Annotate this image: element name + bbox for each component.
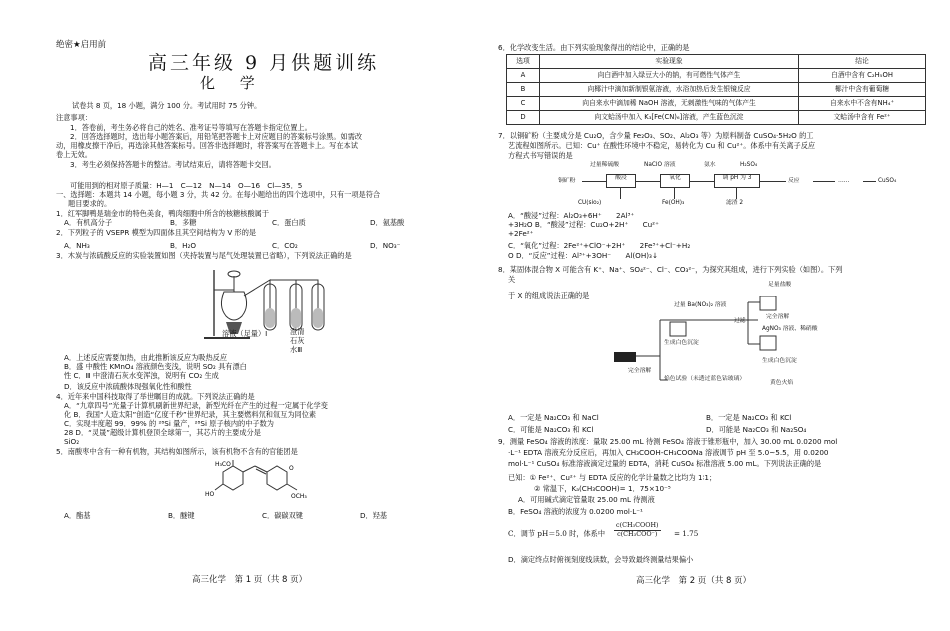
q3-solution-label: 溶液（足量）Ⅰ bbox=[222, 329, 268, 338]
q5-option-c: C．碳碳双键 bbox=[262, 511, 303, 520]
q7-option-c: C．“氧化”过程：2Fe²⁺+ClO⁻+2H⁺ 2Fe³⁺+Cl⁻+H₂ bbox=[508, 241, 691, 250]
q9-known-1: 已知：① Fe²⁺、Cu²⁺ 与 EDTA 反应的化学计量数之比均为 1∶1； bbox=[508, 473, 717, 482]
table-cell: 自来水中不含有NH₄⁺ bbox=[799, 97, 926, 111]
question-8-cont: 关 bbox=[508, 275, 516, 284]
q8-reagent: 过量 Ba(NO₃)₂ 溶液 bbox=[674, 302, 727, 308]
q8-result: 黄色火焰 bbox=[770, 380, 794, 386]
flow-residue: 滤渣 2 bbox=[726, 200, 744, 206]
q3-option-a: A．上述反应需要加热，由此推断该反应为吸热反应 bbox=[64, 353, 228, 362]
q9-fraction bbox=[614, 522, 661, 539]
right-page bbox=[478, 0, 950, 631]
svg-text:O: O bbox=[289, 465, 294, 472]
flow-reagent: 过量稀硫酸 bbox=[590, 162, 619, 168]
question-2: 2．下列粒子的 VSEPR 模型为四面体且其空间结构为 V 形的是 bbox=[56, 228, 257, 237]
question-3: 3．木炭与浓硫酸反应的实验装置如图（夹持装置与尾气处理装置已省略），下列说法正确的是 bbox=[56, 251, 352, 260]
page-footer-right: 高三化学 第 2 页（共 8 页） bbox=[636, 576, 752, 586]
question-8: 8．某固体混合物 X 可能含有 K⁺、Na⁺、SO₄²⁻、Cl⁻、CO₃²⁻，为探究其组成，进行下列实验（如图）。下列 bbox=[498, 265, 843, 274]
q8-reagent: AgNO₃ 溶液、稀硝酸 bbox=[762, 326, 818, 332]
q1-option-b: B．多糖 bbox=[170, 218, 197, 227]
table-cell: 椰汁中含有葡萄糖 bbox=[799, 83, 926, 97]
q4-option-a: A．“九章四号”光量子计算机刷新世界纪录，新型光纤在产生的过程一定属于化学变 bbox=[64, 401, 328, 410]
q9-option-c-value: = 1.75 bbox=[674, 529, 699, 538]
q1-option-a: A．有机高分子 bbox=[64, 218, 113, 227]
q1-option-c: C．蛋白质 bbox=[272, 218, 306, 227]
question-6: 6．化学改变生活。由下列实验现象得出的结论中，正确的是 bbox=[498, 43, 690, 52]
q8-step: 过滤 bbox=[734, 318, 746, 324]
q4-option-b: 化 B．我国“人造太阳”创造“亿度千秒”世界纪录，其主要燃料氘和氚互为同位素 bbox=[64, 410, 317, 419]
svg-text:OCH₃: OCH₃ bbox=[291, 493, 307, 500]
table-row bbox=[507, 111, 926, 125]
q6-table bbox=[506, 54, 926, 125]
q9-option-d: D．滴定终点时俯视刻度线读数，会导致最终测量结果偏小 bbox=[508, 555, 694, 564]
q9-option-c bbox=[508, 530, 605, 539]
notice-1: 1．答卷前，考生务必将自己的姓名、准考证号等填写在答题卡指定位置上。 bbox=[70, 123, 312, 132]
flow-arrow-line bbox=[813, 181, 835, 182]
page-footer-left: 高三化学 第 1 页（共 8 页） bbox=[192, 575, 308, 585]
exam-subject: 化 学 bbox=[200, 74, 265, 92]
question-1: 1．红军脚鸭是瑞金市的特色美食，鸭肉细胞中所含的核糖核酸属于 bbox=[56, 209, 270, 218]
q9-fraction-numerator: c(CH₃COOH) bbox=[616, 521, 659, 529]
svg-text:HO: HO bbox=[205, 491, 215, 498]
q8-flow-lines bbox=[608, 296, 808, 388]
q7-option-b-cont: +2Fe²⁺ bbox=[508, 229, 534, 238]
table-cell: 文蛤汤中含有 Fe²⁺ bbox=[799, 111, 926, 125]
table-header-row bbox=[507, 55, 926, 69]
q5-option-b: B．醚键 bbox=[168, 511, 195, 520]
question-5: 5．南酸枣中含有一种有机物，其结构如图所示，该有机物不含有的官能团是 bbox=[56, 447, 298, 456]
q5-option-d: D．羟基 bbox=[360, 511, 388, 520]
flow-arrow-line bbox=[863, 181, 876, 182]
question-9-cont2: mol·L⁻¹ CuSO₄ 标准溶液滴定过量的 EDTA，消耗 CuSO₄ 标准溶液 5.00 mL。下列说法正确的是 bbox=[508, 459, 822, 468]
table-cell: D bbox=[507, 111, 540, 125]
table-row bbox=[507, 97, 926, 111]
q5-structure-image bbox=[205, 458, 315, 502]
flow-box-acid-leach bbox=[606, 174, 636, 188]
q8-result: 完全溶解 bbox=[766, 314, 790, 320]
q2-option-b: B．H₂O bbox=[170, 241, 197, 250]
q8-result: 生成白色沉淀 bbox=[762, 358, 797, 364]
exam-title: 高三年级 9 月供题训练 bbox=[148, 52, 380, 74]
notice-3: 3．考生必须保持答题卡的整洁。考试结束后，请将答题卡交回。 bbox=[70, 160, 276, 169]
flow-step: 反应 bbox=[788, 178, 800, 184]
intro-text: 试卷共 8 页，18 小题，满分 100 分。考试用时 75 分钟。 bbox=[72, 101, 262, 110]
table-cell: C bbox=[507, 97, 540, 111]
q3-option-b: B．盛 中酸性 KMnO₄ 溶液颜色变浅，说明 SO₂ 具有漂白 bbox=[64, 362, 247, 371]
q9-known-2: ② 常温下，Kₐ(CH₃COOH)= 1．75×10⁻⁵ bbox=[534, 484, 671, 493]
table-cell: 向文蛤汤中加入 K₃[Fe(CN)₆]溶液，产生蓝色沉淀 bbox=[540, 111, 799, 125]
atomic-masses: 可能用到的相对原子质量：H—1 C—12 N—14 O—16 Cl—35．5 bbox=[70, 181, 303, 190]
flow-residue: CU(sio₂) bbox=[578, 200, 602, 206]
q8-reagent: 足量盐酸 bbox=[768, 282, 792, 288]
flow-arrow-line bbox=[759, 181, 786, 182]
flow-reagent: NaClO 溶液 bbox=[644, 162, 676, 168]
table-row bbox=[507, 83, 926, 97]
q5-option-a: A．酯基 bbox=[64, 511, 91, 520]
q9-fraction-denominator: c(CH₃COO⁻) bbox=[617, 529, 658, 538]
section-1-heading: 一、选择题：本题共 14 小题，每小题 3 分，共 42 分。在每小题给出的四个选项中，只有一项是符合 bbox=[56, 190, 381, 199]
question-7-cont2: 方程式书写错误的是 bbox=[508, 151, 573, 160]
q3-option-b-c: 性 C．Ⅲ 中澄清石灰水变浑浊，说明有 CO₂ 生成 bbox=[64, 371, 219, 380]
flow-arrow-line bbox=[635, 181, 660, 182]
q3-limewater-label: 澄清石灰水Ⅲ bbox=[290, 327, 305, 354]
q9-option-b: B．FeSO₄ 溶液的浓度为 0.0200 mol·L⁻¹ bbox=[508, 507, 643, 516]
flow-box-label: 调 pH 为 3 bbox=[722, 175, 752, 181]
q4-option-c: C．实现丰度超 99．99% 的 ²⁸Si 量产，²⁸Si 原子核内的中子数为 bbox=[64, 419, 274, 428]
flow-residue: Fe(OH)₃ bbox=[662, 200, 685, 206]
q8-option-c: C．可能是 Na₂CO₃ 和 KCl bbox=[508, 425, 594, 434]
q2-option-d: D．NO₃⁻ bbox=[370, 241, 401, 250]
table-cell: B bbox=[507, 83, 540, 97]
flow-arrow-line bbox=[689, 181, 714, 182]
question-9: 9．测量 FeSO₄ 溶液的浓度：量取 25.00 mL 待测 FeSO₄ 溶液于锥形瓶中，加入 30.00 mL 0.0200 mol bbox=[498, 437, 838, 446]
q7-option-a: A．“酸浸”过程：Al₂O₃+6H⁺ 2Al³⁺ bbox=[508, 211, 635, 220]
q1-option-d: D．氨基酸 bbox=[370, 218, 405, 227]
table-cell: A bbox=[507, 69, 540, 83]
flow-arrow-line bbox=[736, 187, 737, 199]
question-9-cont: ·L⁻¹ EDTA 溶液充分反应后，再加入 CH₃COOH-CH₃COONa 溶液调节 pH 至 5.0~5.5，用 0.0200 bbox=[508, 448, 829, 457]
flow-step: …… bbox=[838, 178, 850, 184]
flow-step: CuSO₄ bbox=[878, 178, 897, 184]
table-cell: 白酒中含有 C₂H₅OH bbox=[799, 69, 926, 83]
flow-box-label: 氧化 bbox=[669, 175, 681, 181]
notice-heading: 注意事项： bbox=[56, 113, 92, 122]
table-row bbox=[507, 69, 926, 83]
q7-option-d: O D．“反应”过程：Al³⁺+3OH⁻ Al(OH)₃↓ bbox=[508, 251, 658, 260]
notice-2b: 动，用橡皮擦干净后，再选涂其他答案标号。回答非选择题时，将答案写在答题卡上。写在本试 bbox=[56, 141, 358, 150]
q3-option-d: D．该反应中浓硫酸体现强氧化性和酸性 bbox=[64, 382, 192, 391]
table-header: 结论 bbox=[799, 55, 926, 69]
table-header: 实验现象 bbox=[540, 55, 799, 69]
notice-2a: 2．回答选择题时，选出每小题答案后，用铅笔把答题卡上对应题目的答案标号涂黑。如需改 bbox=[70, 132, 363, 141]
question-4: 4．近年来中国科技取得了举世瞩目的成就。下列说法正确的是 bbox=[56, 392, 255, 401]
flow-reagent: 氨水 bbox=[704, 162, 716, 168]
q8-option-b: B．一定是 Na₂CO₃ 和 KCl bbox=[706, 413, 792, 422]
flow-arrow-line bbox=[674, 187, 675, 199]
notice-2c: 卷上无效。 bbox=[56, 150, 92, 159]
section-1-heading-cont: 题目要求的。 bbox=[68, 199, 112, 208]
flow-box-label: 酸浸 bbox=[615, 175, 627, 181]
secret-label: 绝密★启用前 bbox=[56, 40, 107, 50]
q8-option-d: D．可能是 Na₂CO₃ 和 Na₂SO₄ bbox=[706, 425, 807, 434]
table-cell: 向自来水中滴加稀 NaOH 溶液，无刺激性气味的气体产生 bbox=[540, 97, 799, 111]
q2-option-a: A．NH₃ bbox=[64, 241, 90, 250]
q8-result: 完全溶解 bbox=[628, 368, 652, 374]
q8-option-a: A．一定是 Na₂CO₃ 和 NaCl bbox=[508, 413, 599, 422]
question-8-cont2: 于 X 的组成说法正确的是 bbox=[508, 291, 590, 300]
flow-box-adjust-ph bbox=[714, 174, 760, 188]
table-cell: 向椰汁中滴加新制银氨溶液，水浴加热后发生银镜反应 bbox=[540, 83, 799, 97]
q7-option-b: +3H₂O B．“酸浸”过程：Cu₂O+2H⁺ Cu²⁺ bbox=[508, 220, 659, 229]
q4-option-d: 28 D．“灵晟”超级计算机登顶全球第一，其芯片的主要成分是 bbox=[64, 428, 261, 437]
flow-arrow-line bbox=[620, 187, 621, 199]
q2-option-c: C．CO₂ bbox=[272, 241, 298, 250]
svg-text:H₃CO: H₃CO bbox=[215, 461, 231, 468]
flow-box-oxidize bbox=[660, 174, 690, 188]
flow-step: 铜矿粉 bbox=[558, 178, 576, 184]
q4-option-d-cont: SiO₂ bbox=[64, 437, 80, 446]
table-cell: 向白酒中加入绿豆大小的钠，有可燃性气体产生 bbox=[540, 69, 799, 83]
flow-arrow-line bbox=[582, 181, 606, 182]
flow-reagent: H₂SO₄ bbox=[740, 162, 758, 168]
table-header: 选项 bbox=[507, 55, 540, 69]
question-7-cont: 艺流程如图所示。已知：Cu⁺ 在酸性环境中不稳定，易转化为 Cu 和 Cu²⁺。体系中有关离子反应 bbox=[508, 141, 816, 150]
question-7: 7．以铜矿粉（主要成分是 Cu₂O，含少量 Fe₂O₃、SO₂、Al₂O₃ 等）为原料制备 CuSO₄·5H₂O 的工 bbox=[498, 131, 814, 140]
q9-option-c-text: C．调节 pH＝5.0 时，体系中 bbox=[508, 529, 606, 538]
q9-option-a: A．可用碱式滴定管量取 25.00 mL 待测液 bbox=[518, 495, 655, 504]
q8-flame-test: 焰色试验（未透过蓝色钴玻璃） bbox=[664, 376, 746, 382]
q8-result: 生成白色沉淀 bbox=[664, 340, 699, 346]
